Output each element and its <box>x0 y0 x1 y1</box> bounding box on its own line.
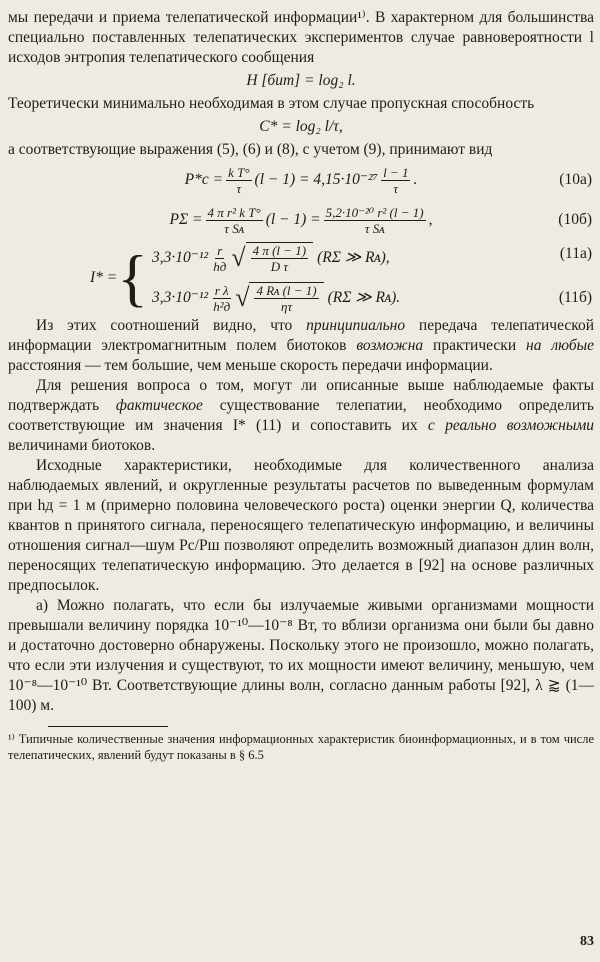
eq10b-number: (10б) <box>558 211 592 228</box>
eq10b-end: , <box>428 211 433 228</box>
eq10a-fraction-2 <box>381 165 410 196</box>
eq11a-rad-den: D τ <box>270 259 288 274</box>
eq11b-rad-den: ητ <box>281 299 293 314</box>
eq10a-f1-den: τ <box>236 180 242 196</box>
eq11a-rad-num: 4 π (l − 1) <box>252 243 307 258</box>
paragraph-verification <box>8 376 594 456</box>
eq11a-rad-fraction <box>251 243 309 274</box>
paragraph-expressions: а соответствующие выражения (5), (6) и (8), с учетом (9), принимают вид <box>8 141 493 158</box>
eq11a-condition: (RΣ ≫ Rᴀ), <box>317 249 390 266</box>
eq10a-lhs: P*c = <box>184 171 224 188</box>
eq10a-f2-num: l − 1 <box>383 164 409 180</box>
para4-text-1: Из этих соотношений видно, что <box>36 317 307 334</box>
eq10a-end: . <box>413 171 418 188</box>
eq11a-frac-num: r <box>217 242 223 258</box>
eq11-brace: { <box>117 242 148 313</box>
footnote-divider <box>48 726 168 727</box>
eq11-cases <box>152 242 400 314</box>
eq11b-rad-fraction <box>254 283 318 314</box>
para4-text-3: практически <box>423 337 527 354</box>
para5-text-2: существование телепатии, необходимо определить соответствующие им значения I* (11) и сопоставить их <box>8 397 594 434</box>
para4-italic-3: на любые <box>526 337 594 354</box>
eq11a-fraction <box>211 243 228 274</box>
para4-text-4: расстояния — тем большие, чем меньше скорость передачи информации. <box>8 357 493 374</box>
eq11b-row <box>152 282 400 314</box>
eq11a-sqrt <box>231 242 313 274</box>
eq11a-sqrt-sign: √ <box>231 243 246 272</box>
eq11b-frac-den: h²д <box>213 298 231 314</box>
para4-italic-1: принципиально <box>306 317 406 334</box>
eq11a-radicand <box>246 242 314 274</box>
para5-italic-1: фактическое <box>115 397 203 414</box>
eq10b-mid: (l − 1) = <box>265 211 321 228</box>
eq10b-f1-num: 4 π r² k T° <box>207 204 261 220</box>
eq11b-sqrt-sign: √ <box>235 283 250 312</box>
page-number: 83 <box>580 934 594 949</box>
equation-11 <box>8 240 594 316</box>
eq10b-fraction-2 <box>324 205 426 236</box>
footnote: ¹⁾ Типичные количественные значения информационных характеристик биоинформационных, и в том числе телепатических, явлений будут показаны в § 6.5 <box>8 732 594 762</box>
eq10a-f2-den: τ <box>393 180 399 196</box>
eq10b-lhs: PΣ = <box>169 211 203 228</box>
para5-text-3: величинами биотоков. <box>8 437 156 454</box>
eq11b-fraction <box>211 283 232 314</box>
eq11-lhs: I* = <box>90 269 118 286</box>
equation-10b <box>8 200 594 240</box>
eq10b-f1-den: τ Sᴀ <box>224 220 244 236</box>
formula-entropy <box>8 68 594 94</box>
para5-italic-2: с реально возможными <box>427 417 594 434</box>
eq10a-number: (10а) <box>559 171 592 188</box>
eq11b-coef: 3,3·10⁻¹² <box>151 289 209 306</box>
paragraph-possibility <box>8 316 594 376</box>
eq11a-frac-den: hд <box>213 258 227 274</box>
eq10b-fraction-1 <box>206 205 263 236</box>
equation-10a <box>8 160 594 200</box>
eq10a-f1-num: k T° <box>228 164 250 180</box>
paragraph-intro: мы передачи и приема телепатической информации¹⁾. В характерном для большинства специально поставленных телепатических экспериментов случае равновероятности l исходов энтропия телепатического сообщения <box>8 9 594 66</box>
eq11a-row <box>152 242 400 274</box>
paragraph-characteristics: Исходные характеристики, необходимые для количественного анализа наблюдаемых явлений, и округленные результаты расчетов по выведенным формулам при hд = 1 м (примерно половина человеческого роста) оценки энергии Q, количества квантов n принятого сигнала, переносящего телепатическую информацию, и величины отношения сигнал—шум Pc/Pш позволяют определить возможный диапазон длин волн, переносящих телепатическую информацию. Это делается в [92] на основе различных предпосылок. <box>8 457 594 594</box>
eq11b-condition: (RΣ ≫ Rᴀ). <box>327 289 401 306</box>
eq11a-coef: 3,3·10⁻¹² <box>151 249 209 266</box>
eq11b-sqrt <box>235 282 323 314</box>
eq11b-rad-num: 4 Rᴀ (l − 1) <box>256 283 317 298</box>
paragraph-item-a: а) Можно полагать, что если бы излучаемые живыми организмами мощности превышали величину порядка 10⁻¹⁰—10⁻⁸ Вт, то вблизи организма они были бы давно и достаточно достоверно обнаружены. Поскольку этого не произошло, можно полагать, что если эти излучения и существуют, то их мощности имеют величину, меньшую, чем 10⁻⁸—10⁻¹⁰ Вт. Соответствующие длины волн, согласно данным работы [92], λ ⪆ (1—100) м. <box>8 597 594 714</box>
eq11b-radicand <box>249 282 323 314</box>
eq10a-fraction-1 <box>226 165 251 196</box>
eq11b-number: (11б) <box>558 289 592 306</box>
formula-entropy-text: H [бит] = log₂ l. <box>246 72 356 89</box>
formula-capacity-text: C* = log₂ l/τ, <box>259 118 343 135</box>
eq10b-f2-num: 5,2·10⁻²⁰ r² (l − 1) <box>325 204 424 220</box>
eq11b-frac-num: r λ <box>214 282 229 298</box>
para5-text-1: Для решения вопроса о том, могут ли описанные выше наблюдаемые факты подтверждать <box>8 377 594 414</box>
formula-capacity <box>8 114 594 140</box>
para4-text-2: передача телепатической информации электромагнитным полем биотоков <box>8 317 595 354</box>
eq10a-mid: (l − 1) = 4,15·10⁻²⁷ <box>254 171 379 188</box>
eq10b-f2-den: τ Sᴀ <box>364 220 385 236</box>
para4-italic-2: возможна <box>356 337 424 354</box>
paragraph-capacity: Теоретически минимально необходимая в этом случае пропускная способность <box>8 95 535 112</box>
eq11a-number: (11а) <box>559 245 592 262</box>
book-page <box>8 8 594 958</box>
